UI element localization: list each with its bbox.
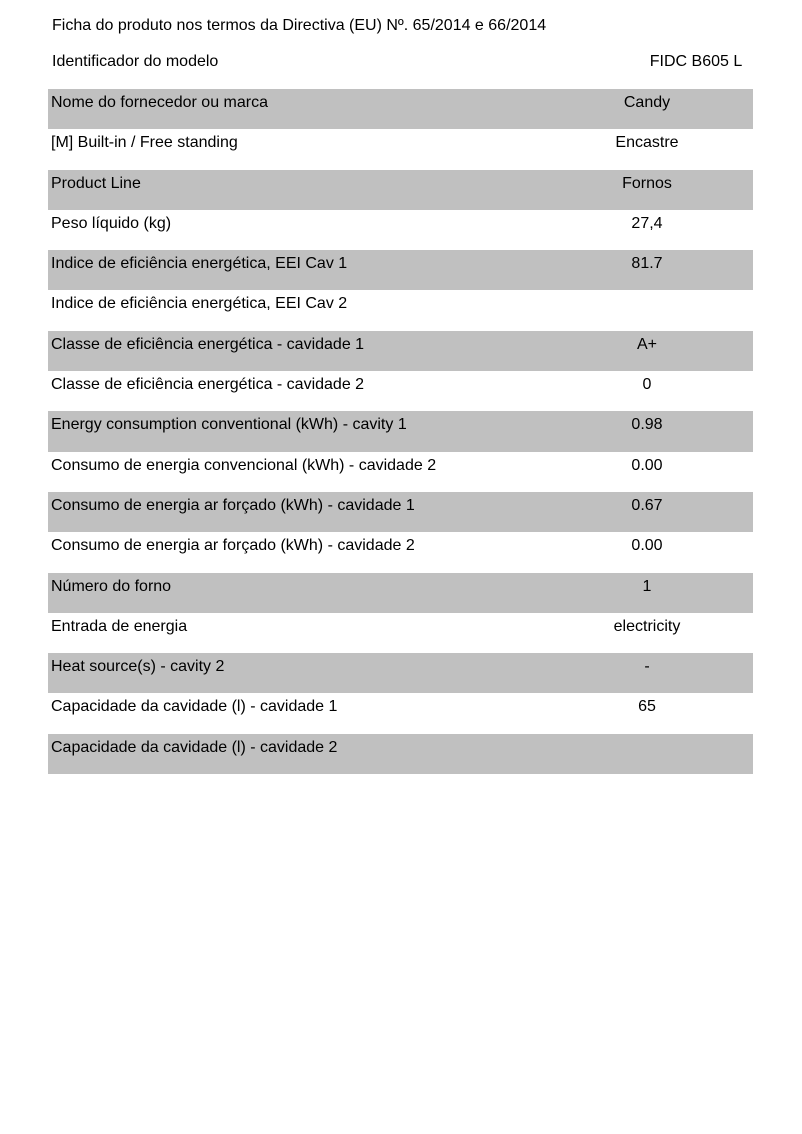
table-row-supplier [48, 89, 753, 129]
row-label: Consumo de energia ar forçado (kWh) - cavidade 1 [51, 496, 415, 514]
row-label: Número do forno [51, 577, 172, 595]
table-row-oven-number [48, 573, 753, 613]
row-value: Fornos [622, 174, 672, 192]
product-fiche-table [48, 89, 753, 774]
table-row-energy-class-cavity-1 [48, 331, 753, 371]
row-label: Indice de eficiência energética, EEI Cav 2 [51, 295, 348, 313]
model-identifier-value: FIDC B605 L [649, 53, 743, 70]
model-identifier-row [48, 48, 753, 78]
table-row-eei-cavity-1 [48, 250, 753, 290]
row-label: Classe de eficiência energética - cavidade 2 [51, 376, 365, 394]
row-label: Entrada de energia [51, 617, 188, 635]
table-row-forced-air-consumption-cavity-1 [48, 492, 753, 532]
row-value: Candy [623, 94, 671, 111]
table-row-product-line [48, 170, 753, 210]
row-label: Peso líquido (kg) [51, 214, 172, 232]
table-row-energy-class-cavity-2 [48, 371, 753, 411]
row-label: Heat source(s) - cavity 2 [51, 658, 225, 676]
row-label: Consumo de energia ar forçado (kWh) - cavidade 2 [51, 537, 415, 555]
table-row-capacity-cavity-2 [48, 734, 753, 774]
row-label: Capacidade da cavidade (l) - cavidade 1 [51, 698, 338, 716]
row-value: 65 [638, 698, 656, 716]
row-value: - [644, 658, 650, 676]
row-value: 27,4 [631, 214, 663, 232]
row-value: 0.00 [631, 537, 663, 555]
row-label: Capacidade da cavidade (l) - cavidade 2 [51, 738, 338, 756]
table-row-heat-source-cavity-2 [48, 653, 753, 693]
table-row-installation-type [48, 129, 753, 169]
row-value: 1 [642, 577, 652, 595]
row-value: Encastre [615, 134, 679, 152]
table-row-energy-input [48, 613, 753, 653]
row-label: Energy consumption conventional (kWh) - cavity 1 [51, 416, 407, 434]
row-label: Classe de eficiência energética - cavidade 1 [51, 335, 365, 353]
row-label: [M] Built-in / Free standing [51, 134, 238, 152]
table-row-forced-air-consumption-cavity-2 [48, 532, 753, 572]
table-row-capacity-cavity-1 [48, 693, 753, 733]
row-label: Consumo de energia convencional (kWh) - cavidade 2 [51, 456, 437, 474]
table-row-eei-cavity-2 [48, 290, 753, 330]
table-row-net-weight [48, 210, 753, 250]
page-title: Ficha do produto nos termos da Directiva (EU) Nº. 65/2014 e 66/2014 [52, 17, 547, 34]
row-label: Indice de eficiência energética, EEI Cav 1 [51, 255, 348, 273]
row-value: 0.98 [631, 416, 663, 434]
table-row-conventional-consumption-cavity-2 [48, 452, 753, 492]
row-value: 0 [642, 376, 652, 394]
row-value: 0.00 [631, 456, 663, 474]
row-label: Product Line [51, 174, 141, 192]
table-row-conventional-consumption-cavity-1 [48, 411, 753, 451]
row-value: 0.67 [631, 496, 663, 514]
row-value: 81.7 [631, 255, 663, 273]
row-value: electricity [613, 617, 681, 635]
row-label: Nome do fornecedor ou marca [51, 94, 268, 111]
row-value: A+ [636, 335, 657, 353]
model-identifier-label: Identificador do modelo [52, 53, 219, 70]
